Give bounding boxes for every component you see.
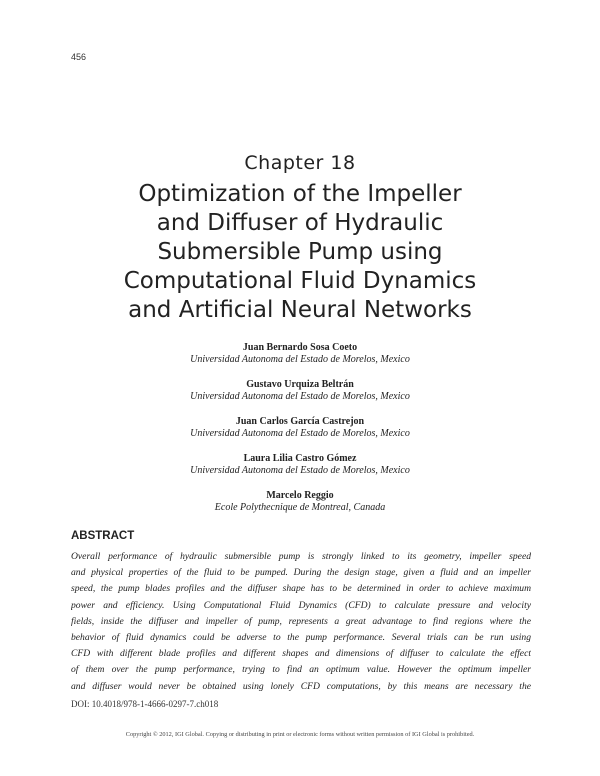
author-affiliation: Universidad Autonoma del Estado de Morelos, Mexico xyxy=(190,428,410,439)
author-affiliation: Ecole Polythecnique de Montreal, Canada xyxy=(214,502,386,513)
title-line: Submersible Pump using xyxy=(157,239,443,265)
author-block xyxy=(0,490,600,527)
author-block xyxy=(0,342,600,379)
abstract-line: Overall performance of hydraulic submersible pump is strongly linked to its geometry, impeller speed xyxy=(71,551,531,562)
abstract-line: power and efficiency. Using Computational Fluid Dynamics (CFD) to calculate pressure and velocity xyxy=(71,599,531,611)
abstract-line: and diffuser would never be obtained using lonely CFD computations, by this means are necessary the xyxy=(71,680,531,692)
title-line: Optimization of the Impeller xyxy=(138,181,462,207)
doi-reference: DOI: 10.4018/978-1-4666-0297-7.ch018 xyxy=(71,699,219,709)
author-name: Juan Bernardo Sosa Coeto xyxy=(242,342,358,353)
abstract-body xyxy=(71,549,531,695)
author-affiliation: Universidad Autonoma del Estado de Morelos, Mexico xyxy=(190,465,410,476)
author-affiliation: Universidad Autonoma del Estado de Morelos, Mexico xyxy=(190,354,410,365)
author-name: Marcelo Reggio xyxy=(266,490,334,501)
abstract-line: CFD with different blade profiles and different shapes and dimensions of diffuser to calculate the effect xyxy=(71,648,531,660)
author-affiliation: Universidad Autonoma del Estado de Morelos, Mexico xyxy=(190,391,410,402)
author-block xyxy=(0,453,600,490)
author-name: Gustavo Urquiza Beltrán xyxy=(246,379,354,390)
abstract-line: and physical properties of the fluid to be pumped. During the design stage, given a fluid and an impeller xyxy=(71,567,531,579)
author-name: Juan Carlos García Castrejon xyxy=(235,416,365,427)
abstract-line: behavior of fluid dynamics could be adverse to the pump performance. Several trials can be run using xyxy=(71,632,531,644)
abstract-line: speed, the pump blades profiles and the diffuser shape has to be determined in order to achieve maximum xyxy=(71,583,531,595)
chapter-label: Chapter 18 xyxy=(244,152,356,174)
page-number: 456 xyxy=(71,52,87,62)
abstract-line: of them over the pump performance, trying to find an optimum value. However the optimum impeller xyxy=(71,664,531,676)
title-line: and Artificial Neural Networks xyxy=(128,297,472,323)
author-name: Laura Lilia Castro Gómez xyxy=(243,453,357,464)
title-line: Computational Fluid Dynamics xyxy=(123,268,477,294)
title-line: and Diffuser of Hydraulic xyxy=(156,210,444,236)
chapter-title xyxy=(60,180,540,325)
author-block xyxy=(0,379,600,416)
copyright-notice: Copyright © 2012, IGI Global. Copying or distributing in print or electronic forms without written permission of IGI Global is prohibited. xyxy=(125,731,475,738)
abstract-line: fields, inside the diffuser and impeller of pump, represents a great advantage to find regions where the xyxy=(71,615,531,627)
author-block xyxy=(0,416,600,453)
abstract-heading: ABSTRACT xyxy=(71,530,135,542)
author-list xyxy=(0,342,600,527)
